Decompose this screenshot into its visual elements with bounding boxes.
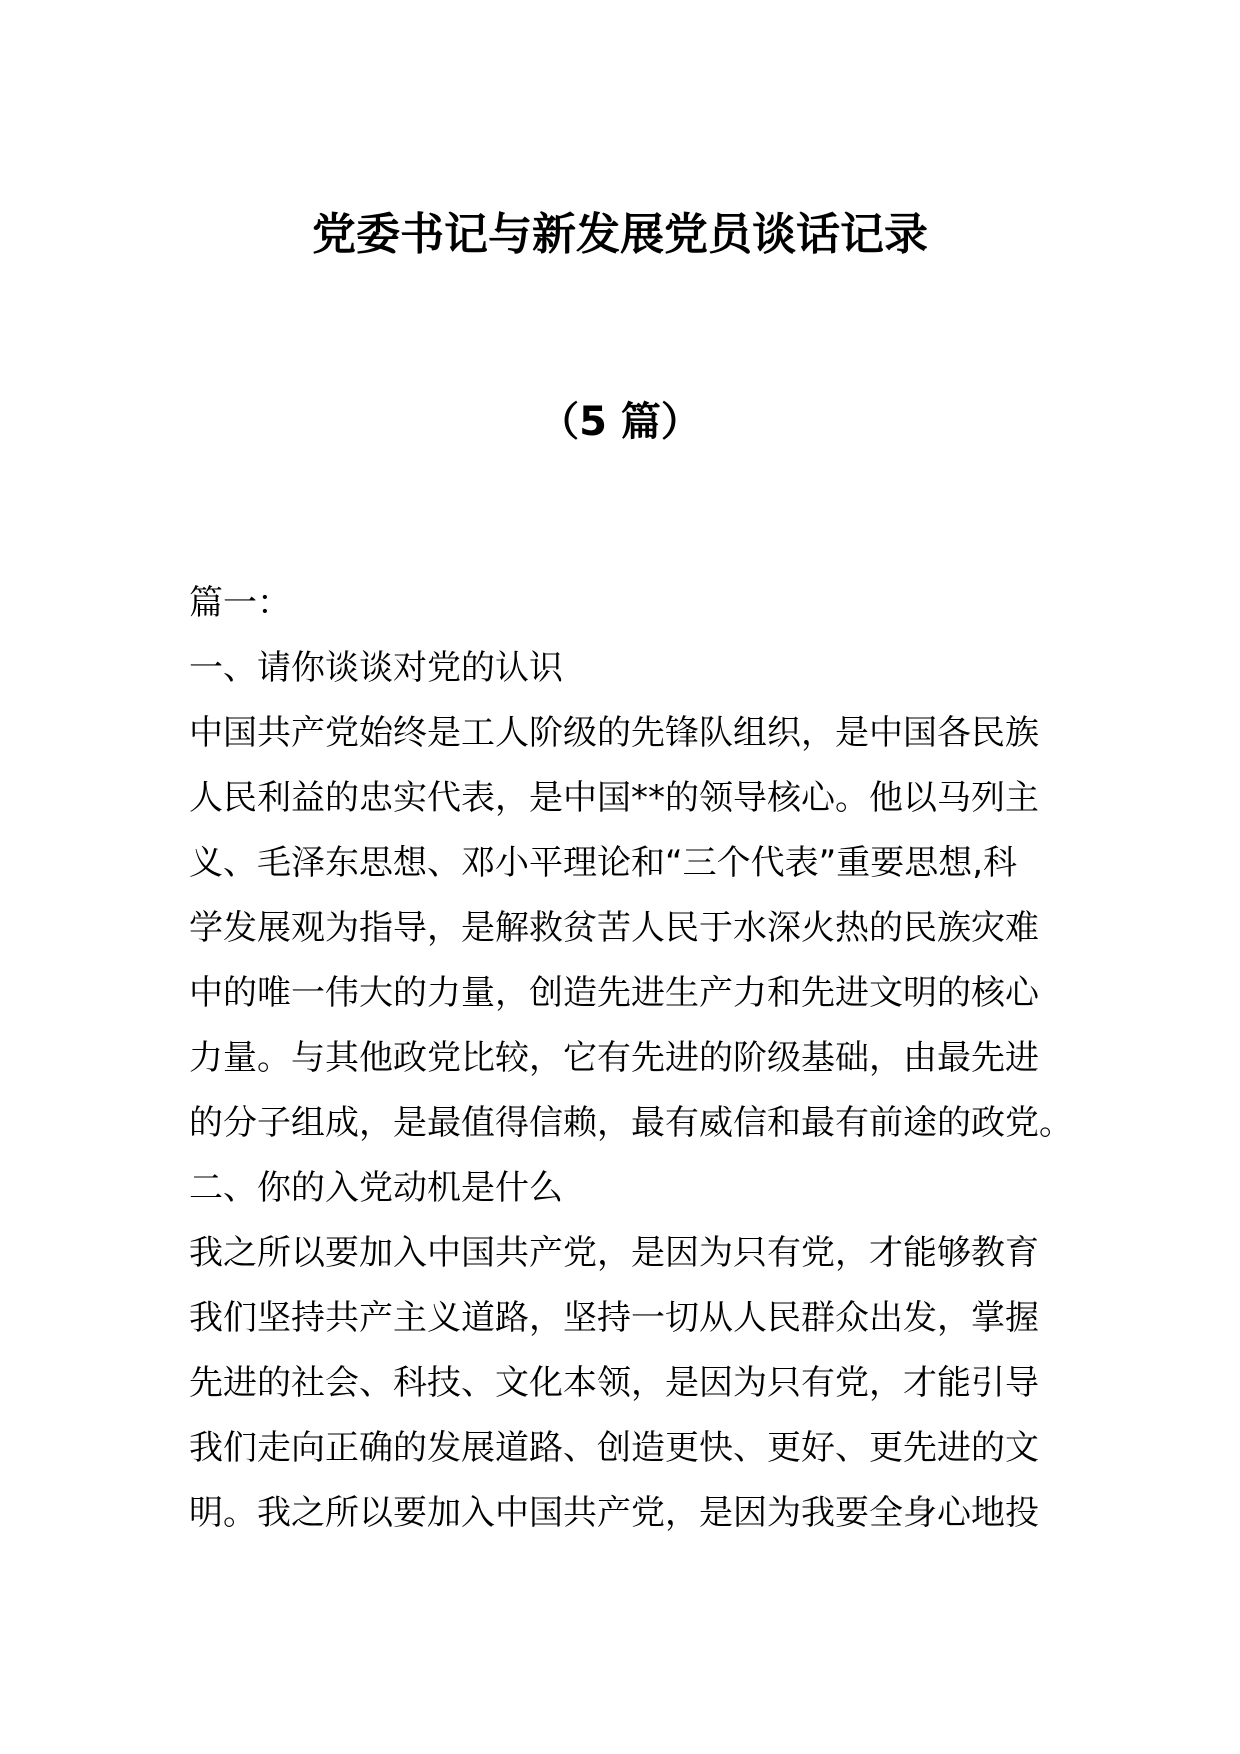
paragraph-line: 力量。与其他政党比较，它有先进的阶级基础，由最先进 bbox=[189, 1038, 1039, 1078]
paragraph-line: 我之所以要加入中国共产党，是因为只有党，才能够教育 bbox=[189, 1233, 1039, 1273]
question-heading-2: 二、你的入党动机是什么 bbox=[189, 1168, 563, 1208]
section-label: 篇一： bbox=[189, 583, 291, 623]
paragraph-line: 义、毛泽东思想、邓小平理论和“三个代表”重要思想,科 bbox=[189, 843, 1018, 883]
paragraph-line: 人民利益的忠实代表，是中国**的领导核心。他以马列主 bbox=[189, 778, 1039, 818]
paragraph-line: 我们坚持共产主义道路，坚持一切从人民群众出发，掌握 bbox=[189, 1298, 1039, 1338]
document-title: 党委书记与新发展党员谈话记录 bbox=[312, 209, 928, 260]
paragraph-line: 的分子组成，是最值得信赖，最有威信和最有前途的政党。 bbox=[189, 1103, 1073, 1143]
document-subtitle: （5 篇） bbox=[539, 399, 701, 445]
paragraph-line: 中国共产党始终是工人阶级的先锋队组织，是中国各民族 bbox=[189, 713, 1039, 753]
paragraph-line: 中的唯一伟大的力量，创造先进生产力和先进文明的核心 bbox=[189, 973, 1039, 1013]
question-heading-1: 一、请你谈谈对党的认识 bbox=[189, 648, 563, 688]
paragraph-line: 学发展观为指导，是解救贫苦人民于水深火热的民族灾难 bbox=[189, 908, 1039, 948]
paragraph-line: 先进的社会、科技、文化本领，是因为只有党，才能引导 bbox=[189, 1363, 1039, 1403]
paragraph-line: 明。我之所以要加入中国共产党，是因为我要全身心地投 bbox=[189, 1493, 1039, 1533]
paragraph-line: 我们走向正确的发展道路、创造更快、更好、更先进的文 bbox=[189, 1428, 1039, 1468]
document-body bbox=[189, 571, 1073, 1546]
